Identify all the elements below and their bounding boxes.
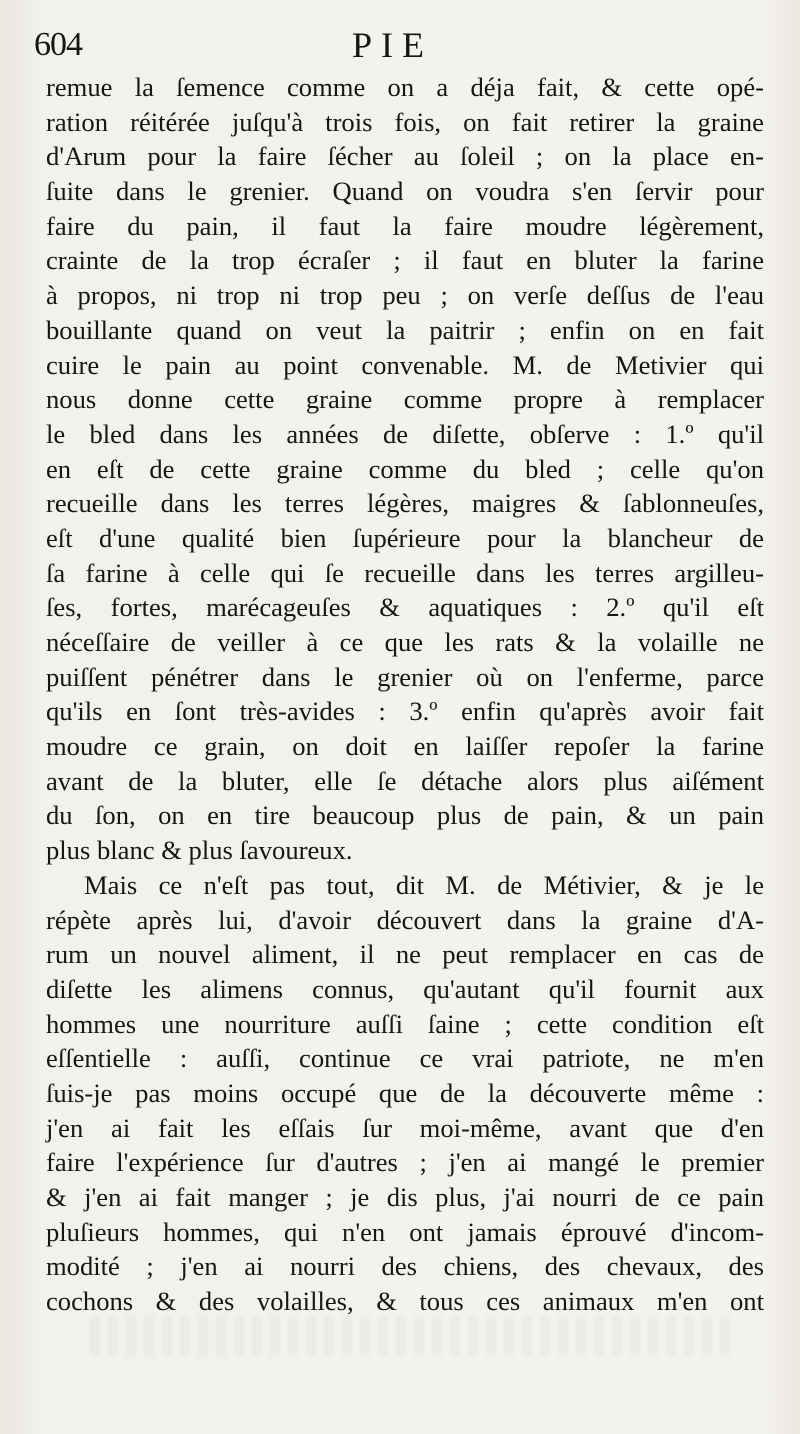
paragraph-2 [46, 868, 764, 1319]
running-head: PIE [352, 25, 433, 65]
text-line: répète après lui, d'avoir découvert dans la graine d'A- [46, 904, 764, 935]
text-line: ſuis-je pas moins occupé que de la découverte même : [46, 1077, 764, 1108]
text-line: remue la ſemence comme on a déja fait, & cette opé- [46, 72, 764, 102]
text-line: moudre ce grain, on doit en laiſſer repoſer la farine [46, 731, 764, 762]
text-line: avant de la bluter, elle ſe détache alors plus aiſément [46, 765, 764, 796]
text-line: qu'ils en ſont très-avides : 3.º enfin qu'après avoir fait [46, 696, 764, 727]
body-text [46, 70, 764, 1319]
text-line: ſes, fortes, marécageuſes & aquatiques : 2.º qu'il eſt [46, 592, 764, 623]
text-line: & j'en ai fait manger ; je dis plus, j'ai nourri de ce pain [46, 1182, 764, 1212]
text-line: néceſſaire de veiller à ce que les rats & la volaille ne [46, 627, 764, 657]
text-line: rum un nouvel aliment, il ne peut remplacer en cas de [46, 939, 764, 970]
text-line: Mais ce n'eſt pas tout, dit M. de Métivier, & je le [84, 869, 764, 900]
text-line: ſa farine à celle qui ſe recueille dans les terres argilleu- [46, 557, 764, 588]
text-line: plus blanc & plus ſavoureux. [46, 835, 353, 866]
text-line: nous donne cette graine comme propre à remplacer [46, 384, 764, 415]
text-line: le bled dans les années de diſette, obſerve : 1.º qu'il [46, 418, 764, 449]
text-line: j'en ai fait les eſſais ſur moi-même, avant que d'en [46, 1112, 764, 1143]
text-line: ſuite dans le grenier. Quand on voudra s'en ſervir pour [46, 176, 764, 207]
show-through-bleed [90, 1316, 730, 1356]
text-line: cochons & des volailles, & tous ces animaux m'en ont [46, 1286, 764, 1317]
text-line: recueille dans les terres légères, maigres & ſablonneuſes, [46, 488, 764, 519]
text-line: pluſieurs hommes, qui n'en ont jamais éprouvé d'incom- [46, 1216, 764, 1247]
text-line: faire l'expérience ſur d'autres ; j'en ai mangé le premier [46, 1147, 764, 1178]
text-line: diſette les alimens connus, qu'autant qu'il fournit aux [46, 973, 764, 1004]
paragraph-1 [46, 70, 764, 868]
page-header [34, 18, 774, 68]
text-line: hommes une nourriture auſſi ſaine ; cette condition eſt [46, 1008, 764, 1039]
text-line: modité ; j'en ai nourri des chiens, des chevaux, des [46, 1251, 764, 1282]
page-number: 604 [34, 26, 82, 63]
text-line: eſſentielle : auſſi, continue ce vrai patriote, ne m'en [46, 1043, 764, 1074]
text-line: cuire le pain au point convenable. M. de Metivier qui [46, 349, 764, 380]
text-line: du ſon, on en tire beaucoup plus de pain, & un pain [46, 800, 764, 831]
text-line: à propos, ni trop ni trop peu ; on verſe deſſus de l'eau [46, 280, 764, 311]
text-line: faire du pain, il faut la faire moudre légèrement, [46, 210, 764, 241]
text-line: crainte de la trop écraſer ; il faut en bluter la farine [46, 245, 764, 276]
text-line: bouillante quand on veut la paitrir ; enfin on en fait [46, 314, 764, 345]
text-line: puiſſent pénétrer dans le grenier où on l'enferme, parce [46, 661, 764, 692]
text-line: ration réitérée juſqu'à trois fois, on fait retirer la graine [46, 106, 764, 137]
text-line: en eſt de cette graine comme du bled ; celle qu'on [46, 453, 764, 484]
text-line: eſt d'une qualité bien ſupérieure pour la blancheur de [46, 522, 764, 553]
text-line: d'Arum pour la faire ſécher au ſoleil ; on la place en- [46, 141, 764, 172]
